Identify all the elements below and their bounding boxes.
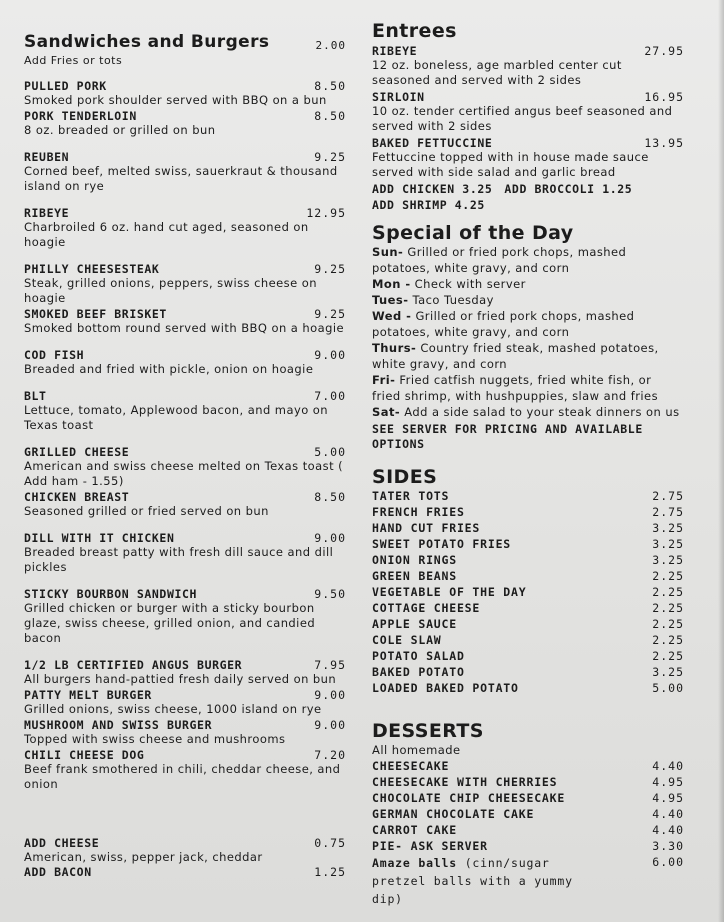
menu-item bbox=[24, 150, 346, 194]
special-day-name: Mon - bbox=[372, 277, 411, 291]
addon-item bbox=[24, 865, 346, 879]
entree-item-name: SIRLOIN bbox=[372, 90, 425, 104]
menu-item-header bbox=[24, 587, 346, 601]
side-item-price: 2.25 bbox=[652, 601, 684, 615]
side-item-name: BAKED POTATO bbox=[372, 665, 465, 679]
menu-item-price: 12.95 bbox=[306, 206, 346, 220]
side-item bbox=[372, 648, 684, 664]
entree-list bbox=[372, 44, 684, 180]
entree-item-description: Fettuccine topped with in house made sauce served with side salad and garlic bread bbox=[372, 150, 649, 179]
addon-item bbox=[24, 836, 346, 865]
side-item bbox=[372, 504, 684, 520]
sandwich-addons bbox=[24, 836, 346, 879]
menu-item-description: Smoked pork shoulder served with BBQ on a bun bbox=[24, 93, 327, 107]
dessert-item bbox=[372, 838, 684, 854]
entree-item-description: 10 oz. tender certified angus beef seasoned and served with 2 sides bbox=[372, 104, 673, 133]
side-item-name: COTTAGE CHEESE bbox=[372, 601, 481, 615]
menu-item-price: 7.20 bbox=[314, 748, 346, 762]
menu-item bbox=[24, 445, 346, 489]
entrees-title: Entrees bbox=[372, 20, 457, 42]
menu-item-price: 7.95 bbox=[314, 658, 346, 672]
menu-item-header bbox=[24, 262, 346, 276]
menu-item-name: SMOKED BEEF BRISKET bbox=[24, 307, 167, 321]
dessert-item-price: 6.00 bbox=[652, 855, 684, 869]
side-item-price: 3.25 bbox=[652, 665, 684, 679]
special-day-text: Check with server bbox=[410, 277, 526, 291]
menu-item-price: 9.00 bbox=[314, 531, 346, 545]
special-day-name: Fri- bbox=[372, 373, 396, 387]
dessert-item-price: 4.40 bbox=[652, 759, 684, 773]
menu-item-name: RIBEYE bbox=[24, 206, 70, 220]
menu-item bbox=[24, 490, 346, 519]
menu-item-name: MUSHROOM AND SWISS BURGER bbox=[24, 718, 213, 732]
sandwich-list bbox=[24, 79, 346, 792]
menu-item-name: CHILI CHEESE DOG bbox=[24, 748, 145, 762]
side-item-name: FRENCH FRIES bbox=[372, 505, 465, 519]
special-day bbox=[372, 244, 684, 276]
menu-item-price: 9.25 bbox=[314, 262, 346, 276]
side-item-name: VEGETABLE OF THE DAY bbox=[372, 585, 527, 599]
menu-item bbox=[24, 658, 346, 687]
side-item-price: 2.75 bbox=[652, 505, 684, 519]
special-day-text: Taco Tuesday bbox=[408, 293, 494, 307]
menu-item-description: Corned beef, melted swiss, sauerkraut & thousand island on rye bbox=[24, 164, 338, 193]
addon-item-price: 1.25 bbox=[314, 865, 346, 879]
menu-item-description: Smoked bottom round served with BBQ on a hoagie bbox=[24, 321, 345, 335]
special-day-name: Thurs- bbox=[372, 341, 417, 355]
dessert-item-price: 4.95 bbox=[652, 775, 684, 789]
special-day-text: Grilled or fried pork chops, mashed potatoes, white gravy, and corn bbox=[372, 309, 635, 339]
menu-item-price: 8.50 bbox=[314, 490, 346, 504]
special-day bbox=[372, 276, 684, 292]
side-item-name: APPLE SAUCE bbox=[372, 617, 457, 631]
menu-item-header bbox=[24, 348, 346, 362]
menu-item bbox=[24, 531, 346, 575]
side-item bbox=[372, 520, 684, 536]
side-item-price: 2.25 bbox=[652, 649, 684, 663]
entree-item-header bbox=[372, 44, 684, 58]
menu-item-header bbox=[24, 490, 346, 504]
addon-item-header bbox=[24, 865, 346, 879]
dessert-item bbox=[372, 774, 684, 790]
menu-item-header bbox=[24, 688, 346, 702]
entree-item-price: 27.95 bbox=[644, 44, 684, 58]
special-day bbox=[372, 292, 684, 308]
menu-item-name: BLT bbox=[24, 389, 47, 403]
dessert-item-name-wrap bbox=[372, 774, 557, 790]
menu-item bbox=[24, 79, 346, 108]
menu-item-description: Charbroiled 6 oz. hand cut aged, seasoned on hoagie bbox=[24, 220, 309, 249]
entree-item-header bbox=[372, 136, 684, 150]
side-item bbox=[372, 584, 684, 600]
entree-item-name: RIBEYE bbox=[372, 44, 418, 58]
side-item-name: LOADED BAKED POTATO bbox=[372, 681, 519, 695]
menu-item-description: Steak, grilled onions, peppers, swiss cheese on hoagie bbox=[24, 276, 317, 305]
dessert-item-name-wrap bbox=[372, 838, 488, 854]
side-item bbox=[372, 536, 684, 552]
entree-addon-row-2 bbox=[372, 198, 684, 212]
dessert-item bbox=[372, 790, 684, 806]
menu-item-description: Topped with swiss cheese and mushrooms bbox=[24, 732, 286, 746]
menu-item-description: Grilled chicken or burger with a sticky bourbon glaze, swiss cheese, grilled onion, and candied bacon bbox=[24, 601, 316, 645]
side-item-name: COLE SLAW bbox=[372, 633, 442, 647]
menu-item-name: CHICKEN BREAST bbox=[24, 490, 130, 504]
special-day bbox=[372, 372, 684, 404]
desserts-section bbox=[372, 720, 684, 908]
fries-note: Add Fries or tots bbox=[24, 54, 123, 67]
side-item-name: TATER TOTS bbox=[372, 489, 450, 503]
menu-item-name: REUBEN bbox=[24, 150, 70, 164]
side-item-price: 2.25 bbox=[652, 617, 684, 631]
entree-item-price: 13.95 bbox=[644, 136, 684, 150]
entree-item bbox=[372, 44, 684, 88]
dessert-item-name-wrap bbox=[372, 790, 565, 806]
dessert-item-name-wrap bbox=[372, 822, 457, 838]
menu-item-header bbox=[24, 445, 346, 459]
sides-list bbox=[372, 488, 684, 696]
menu-item-header bbox=[24, 718, 346, 732]
special-title: Special of the Day bbox=[372, 222, 574, 244]
special-day bbox=[372, 308, 684, 340]
menu-item-price: 7.00 bbox=[314, 389, 346, 403]
menu-item-description: All burgers hand-pattied fresh daily served on bun bbox=[24, 672, 337, 686]
dessert-item-price: 4.40 bbox=[652, 823, 684, 837]
dessert-item-price: 4.95 bbox=[652, 791, 684, 805]
menu-item bbox=[24, 587, 346, 646]
addon-item-name: ADD BACON bbox=[24, 865, 92, 879]
desserts-note: All homemade bbox=[372, 743, 461, 757]
menu-item bbox=[24, 688, 346, 717]
menu-item-price: 8.50 bbox=[314, 79, 346, 93]
entree-item bbox=[372, 90, 684, 134]
special-section bbox=[372, 222, 684, 452]
dessert-item-name-wrap bbox=[372, 854, 602, 908]
side-item-price: 2.75 bbox=[652, 489, 684, 503]
side-item-price: 3.25 bbox=[652, 553, 684, 567]
side-item-name: HAND CUT FRIES bbox=[372, 521, 481, 535]
entree-item-name: BAKED FETTUCCINE bbox=[372, 136, 493, 150]
side-item-name: ONION RINGS bbox=[372, 553, 457, 567]
menu-item-price: 9.00 bbox=[314, 718, 346, 732]
menu-item-name: GRILLED CHEESE bbox=[24, 445, 130, 459]
dessert-item bbox=[372, 854, 684, 908]
entree-item bbox=[372, 136, 684, 180]
special-day-text: Country fried steak, mashed potatoes, white gravy, and corn bbox=[372, 341, 659, 371]
side-item-name: SWEET POTATO FRIES bbox=[372, 537, 512, 551]
sandwiches-title: Sandwiches and Burgers bbox=[24, 32, 270, 52]
menu-item-header bbox=[24, 109, 346, 123]
dessert-item-description: (cinn/sugar pretzel balls with a yummy dip) bbox=[372, 856, 573, 906]
special-note: SEE SERVER FOR PRICING AND AVAILABLE OPTIONS bbox=[372, 422, 643, 451]
dessert-item-name: CHEESECAKE WITH CHERRIES bbox=[372, 775, 558, 789]
side-item bbox=[372, 632, 684, 648]
menu-item-header bbox=[24, 206, 346, 220]
special-day-name: Wed - bbox=[372, 309, 412, 323]
menu-item-name: PORK TENDERLOIN bbox=[24, 109, 137, 123]
special-day-text: Fried catfish nuggets, fried white fish, or fried shrimp, with hushpuppies, slaw and fries bbox=[372, 373, 659, 403]
menu-item-price: 9.00 bbox=[314, 348, 346, 362]
dessert-item-name: PIE- ASK SERVER bbox=[372, 839, 488, 853]
menu-item bbox=[24, 718, 346, 747]
dessert-item-name: CARROT CAKE bbox=[372, 823, 457, 837]
special-day-name: Sat- bbox=[372, 405, 401, 419]
menu-item-description: 8 oz. breaded or grilled on bun bbox=[24, 123, 216, 137]
menu-item-header bbox=[24, 150, 346, 164]
special-day-text: Add a side salad to your steak dinners on us bbox=[400, 405, 680, 419]
entree-item-header bbox=[372, 90, 684, 104]
dessert-item-price: 4.40 bbox=[652, 807, 684, 821]
special-day-name: Tues- bbox=[372, 293, 409, 307]
menu-item bbox=[24, 348, 346, 377]
menu-item-header bbox=[24, 389, 346, 403]
sides-section bbox=[372, 466, 684, 696]
special-list bbox=[372, 244, 684, 420]
menu-item bbox=[24, 389, 346, 433]
menu-item-name: STICKY BOURBON SANDWICH bbox=[24, 587, 198, 601]
dessert-item-name: Amaze balls bbox=[372, 856, 457, 870]
addon-shrimp: ADD SHRIMP 4.25 bbox=[372, 198, 485, 212]
addon-item-name: ADD CHEESE bbox=[24, 836, 100, 850]
dessert-item-name: GERMAN CHOCOLATE CAKE bbox=[372, 807, 535, 821]
menu-item bbox=[24, 307, 346, 336]
side-item bbox=[372, 616, 684, 632]
addon-item-description: American, swiss, pepper jack, cheddar bbox=[24, 850, 263, 864]
menu-item-price: 5.00 bbox=[314, 445, 346, 459]
menu-item-header bbox=[24, 531, 346, 545]
menu-item-description: Beef frank smothered in chili, cheddar cheese, and onion bbox=[24, 762, 341, 791]
side-item-price: 2.25 bbox=[652, 585, 684, 599]
menu-item-description: American and swiss cheese melted on Texas toast ( Add ham - 1.55) bbox=[24, 459, 344, 488]
addon-chicken: ADD CHICKEN 3.25 bbox=[372, 182, 493, 196]
menu-item-header bbox=[24, 748, 346, 762]
side-item bbox=[372, 664, 684, 680]
sides-title: SIDES bbox=[372, 466, 438, 488]
addon-broccoli: ADD BROCCOLI 1.25 bbox=[504, 182, 633, 196]
side-item-price: 3.25 bbox=[652, 537, 684, 551]
menu-item-header bbox=[24, 307, 346, 321]
menu-item bbox=[24, 206, 346, 250]
side-item-name: POTATO SALAD bbox=[372, 649, 465, 663]
menu-item-price: 9.50 bbox=[314, 587, 346, 601]
addon-item-price: 0.75 bbox=[314, 836, 346, 850]
menu-item-name: PATTY MELT BURGER bbox=[24, 688, 152, 702]
menu-item-price: 9.00 bbox=[314, 688, 346, 702]
menu-item-name: DILL WITH IT CHICKEN bbox=[24, 531, 175, 545]
entrees-section bbox=[372, 20, 684, 212]
menu-item bbox=[24, 262, 346, 306]
side-item-price: 2.25 bbox=[652, 569, 684, 583]
side-item bbox=[372, 552, 684, 568]
side-item-name: GREEN BEANS bbox=[372, 569, 457, 583]
sandwiches-section bbox=[24, 32, 346, 879]
menu-item-price: 8.50 bbox=[314, 109, 346, 123]
side-item bbox=[372, 680, 684, 696]
menu-item-description: Seasoned grilled or fried served on bun bbox=[24, 504, 269, 518]
side-item-price: 2.25 bbox=[652, 633, 684, 647]
desserts-list bbox=[372, 758, 684, 908]
menu-item-name: COD FISH bbox=[24, 348, 85, 362]
dessert-item-name: CHOCOLATE CHIP CHEESECAKE bbox=[372, 791, 566, 805]
side-item bbox=[372, 568, 684, 584]
side-item-price: 3.25 bbox=[652, 521, 684, 535]
side-item-price: 5.00 bbox=[652, 681, 684, 695]
fries-price: 2.00 bbox=[315, 39, 346, 52]
menu-item-description: Lettuce, tomato, Applewood bacon, and mayo on Texas toast bbox=[24, 403, 329, 432]
entree-addon-row-1 bbox=[372, 182, 684, 196]
menu-item bbox=[24, 109, 346, 138]
special-day-text: Grilled or fried pork chops, mashed potatoes, white gravy, and corn bbox=[372, 245, 627, 275]
menu-item-header bbox=[24, 658, 346, 672]
menu-item-header bbox=[24, 79, 346, 93]
special-day bbox=[372, 404, 684, 420]
addon-item-header bbox=[24, 836, 346, 850]
dessert-item-name-wrap bbox=[372, 806, 534, 822]
right-column bbox=[372, 20, 684, 908]
dessert-item-name-wrap bbox=[372, 758, 449, 774]
dessert-item-price: 3.30 bbox=[652, 839, 684, 853]
entree-item-price: 16.95 bbox=[644, 90, 684, 104]
menu-item-price: 9.25 bbox=[314, 307, 346, 321]
entree-item-description: 12 oz. boneless, age marbled center cut seasoned and served with 2 sides bbox=[372, 58, 622, 87]
desserts-title: DESSERTS bbox=[372, 720, 484, 742]
dessert-item bbox=[372, 806, 684, 822]
menu-item-description: Breaded breast patty with fresh dill sauce and dill pickles bbox=[24, 545, 334, 574]
dessert-item bbox=[372, 758, 684, 774]
dessert-item-name: CHEESECAKE bbox=[372, 759, 450, 773]
menu-item-description: Grilled onions, swiss cheese, 1000 island on rye bbox=[24, 702, 322, 716]
menu-item bbox=[24, 748, 346, 792]
special-day bbox=[372, 340, 684, 372]
menu-item-name: PHILLY CHEESESTEAK bbox=[24, 262, 160, 276]
dessert-item bbox=[372, 822, 684, 838]
sandwiches-header bbox=[24, 32, 346, 52]
menu-item-name: PULLED PORK bbox=[24, 79, 107, 93]
side-item bbox=[372, 488, 684, 504]
special-day-name: Sun- bbox=[372, 245, 404, 259]
menu-item-price: 9.25 bbox=[314, 150, 346, 164]
side-item bbox=[372, 600, 684, 616]
menu-item-description: Breaded and fried with pickle, onion on hoagie bbox=[24, 362, 314, 376]
menu-item-name: 1/2 LB CERTIFIED ANGUS BURGER bbox=[24, 658, 243, 672]
